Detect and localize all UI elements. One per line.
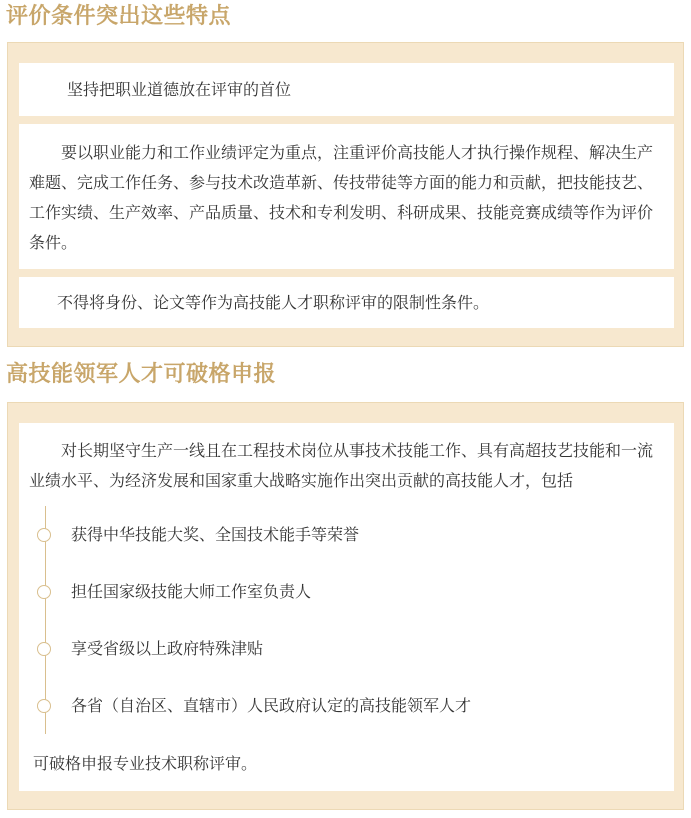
criteria-text: 不得将身份、论文等作为高技能人才职称评审的限制性条件。 [57,293,490,312]
closing-statement: 可破格申报专业技术职称评审。 [33,754,258,773]
timeline-item-text: 享受省级以上政府特殊津贴 [71,639,264,658]
qualification-timeline [29,504,664,734]
timeline-item-text: 各省（自治区、直辖市）人民政府认定的高技能领军人才 [71,696,472,715]
intro-paragraph: 对长期坚守生产一线且在工程技术岗位从事技术技能工作、具有高超技艺技能和一流业绩水平、为经济发展和国家重大战略实施作出突出贡献的高技能人才，包括 [29,441,654,490]
criteria-card-restrictions [19,277,674,328]
timeline-item-text: 获得中华技能大奖、全国技术能手等荣誉 [71,525,360,544]
criteria-card-ethics [19,63,674,116]
circle-bullet-icon [37,699,51,713]
circle-bullet-icon [37,642,51,656]
criteria-text: 坚持把职业道德放在评审的首位 [67,80,292,99]
criteria-text: 要以职业能力和工作业绩评定为重点，注重评价高技能人才执行操作规程、解决生产难题、完成工作任务、参与技术改造革新、传技带徒等方面的能力和贡献，把技能技艺、工作实绩、生产效率、产品质量、技术和专利发明、科研成果、技能竞赛成绩等作为评价条件。 [29,143,654,252]
criteria-card-ability [19,124,674,269]
timeline-item-text: 担任国家级技能大师工作室负责人 [71,582,312,601]
section-title-evaluation-criteria: 评价条件突出这些特点 [6,4,232,29]
exceptional-application-card [19,423,674,791]
circle-bullet-icon [37,528,51,542]
circle-bullet-icon [37,585,51,599]
section-title-exceptional-application: 高技能领军人才可破格申报 [6,362,277,387]
